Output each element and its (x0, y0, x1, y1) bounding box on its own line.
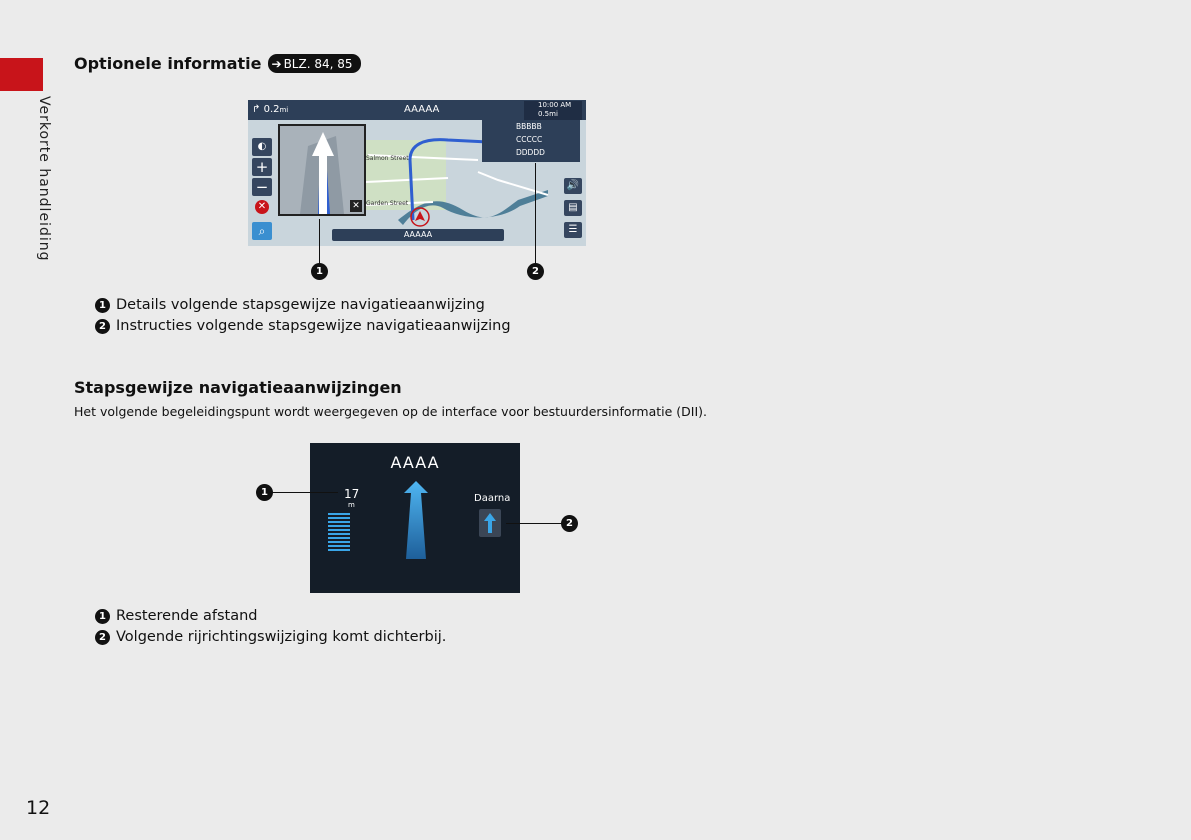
distance-bar-indicator (328, 513, 350, 553)
callout-2: 2 (561, 515, 578, 532)
dii-road-name: AAAA (390, 453, 440, 472)
section-turn-by-turn-title: Stapsgewijze navigatieaanwijzingen (74, 378, 402, 397)
turn-arrow-icon: ↱ (252, 104, 261, 115)
dii-distance-unit: m (348, 501, 355, 509)
callout-2: 2 (95, 319, 110, 334)
straight-arrow-icon (396, 481, 436, 561)
section-optional-info-title: Optionele informatie ➔ BLZ. 84, 85 (74, 54, 361, 73)
legend-item: 1 Resterende afstand (95, 608, 258, 624)
route-instruction-list[interactable] (482, 120, 580, 162)
list-item: CCCCC (516, 135, 543, 144)
callout-line (272, 492, 338, 493)
traffic-icon[interactable]: ▤ (564, 200, 582, 216)
list-item: BBBBB (516, 122, 542, 131)
legend-item: 2 Volgende rijrichtingswijziging komt dichterbij. (95, 629, 446, 645)
driver-info-display (310, 443, 520, 593)
callout-1: 1 (256, 484, 273, 501)
legend-item: 2 Instructies volgende stapsgewijze navigatieaanwijzing (95, 318, 511, 334)
zoom-out-button[interactable]: − (252, 178, 272, 196)
next-maneuver-box (479, 509, 501, 537)
page-reference-link[interactable]: ➔ BLZ. 84, 85 (268, 54, 361, 73)
cancel-route-icon[interactable]: ✕ (255, 200, 269, 214)
volume-icon[interactable]: 🔊 (564, 178, 582, 194)
callout-1: 1 (95, 609, 110, 624)
section-description: Het volgende begeleidingspunt wordt weergegeven op de interface voor bestuurdersinformatie (DII). (74, 404, 708, 419)
eta-distance: 0.5mi (538, 110, 558, 118)
callout-2: 2 (95, 630, 110, 645)
bottom-road-bar: AAAAA (332, 229, 504, 241)
close-icon[interactable]: ✕ (350, 200, 362, 212)
next-turn-distance: ↱ 0.2mi (252, 104, 289, 115)
arrow-up-icon (479, 509, 501, 537)
callout-2: 2 (527, 263, 544, 280)
current-road: AAAAA (404, 104, 440, 115)
chapter-tab (0, 58, 43, 91)
nav-top-bar (248, 100, 586, 120)
callout-line (535, 163, 536, 265)
callout-1: 1 (311, 263, 328, 280)
menu-icon[interactable]: ☰ (564, 222, 582, 238)
callout-1: 1 (95, 298, 110, 313)
arrow-right-icon: ➔ (271, 56, 282, 71)
compass-icon[interactable]: ◐ (252, 138, 272, 156)
dii-distance: 17 (344, 487, 360, 501)
map-street-label: Garden Street (366, 200, 409, 207)
callout-line (506, 523, 562, 524)
map-street-label: Salmon Street (366, 155, 409, 162)
list-item: DDDDD (516, 148, 545, 157)
chapter-label: Verkorte handleiding (36, 96, 52, 262)
callout-line (319, 219, 320, 265)
search-icon[interactable]: ⌕ (252, 222, 272, 240)
eta-box (524, 101, 582, 120)
legend-item: 1 Details volgende stapsgewijze navigatieaanwijzing (95, 297, 485, 313)
page-number: 12 (26, 797, 51, 819)
zoom-in-button[interactable]: + (252, 158, 272, 176)
next-maneuver-label: Daarna (474, 493, 511, 504)
turn-detail-panel[interactable] (278, 124, 366, 216)
eta-time: 10:00 AM (538, 101, 572, 109)
